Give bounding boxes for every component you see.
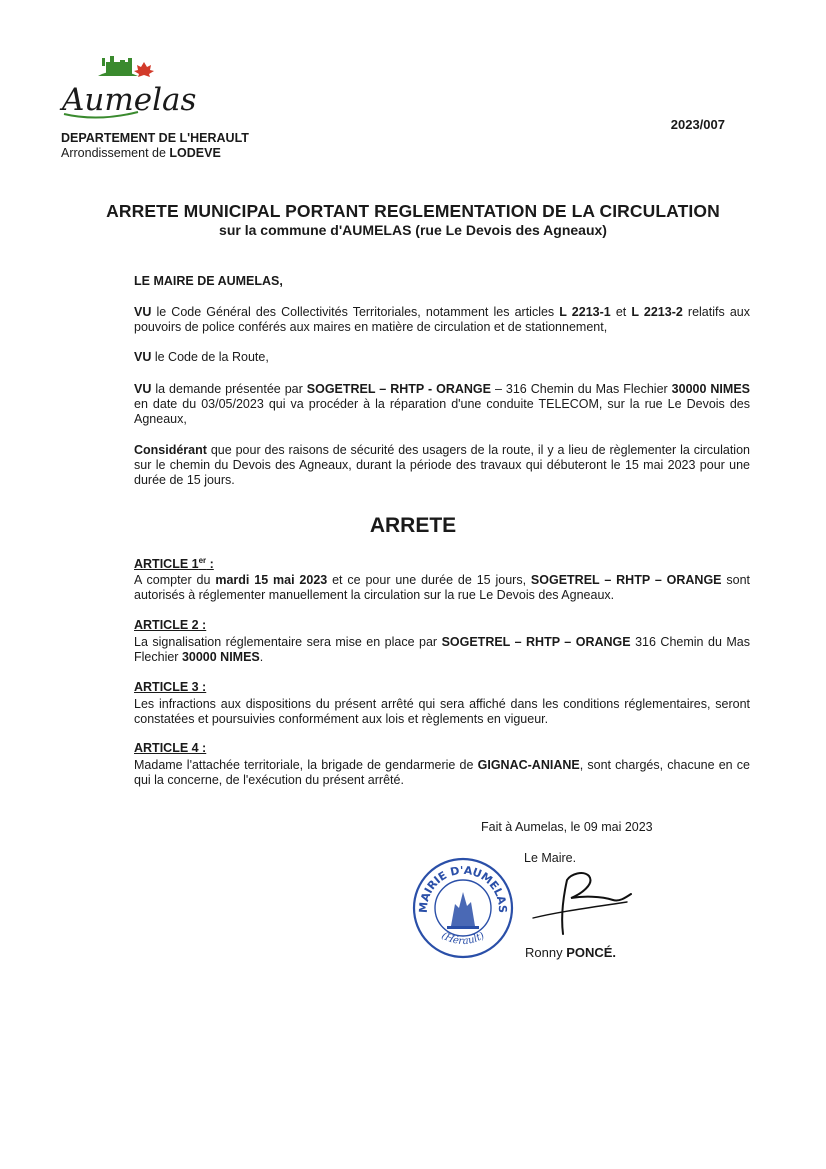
mairie-seal-stamp: [411, 856, 515, 960]
maire-heading: LE MAIRE DE AUMELAS,: [134, 274, 283, 288]
article-2-text: La signalisation réglementaire sera mise en place par SOGETREL – RHTP – ORANGE 316 Chemin du Mas Flechier 30000 NIMES.: [134, 635, 750, 664]
article-4-text: Madame l'attachée territoriale, la brigade de gendarmerie de GIGNAC-ANIANE, sont chargés, chacune en ce qui la concerne, de l'exécution du présent arrêté.: [134, 758, 751, 787]
aumelas-logo: [58, 52, 197, 124]
place-and-date: Fait à Aumelas, le 09 mai 2023: [481, 820, 653, 834]
signatory-title: Le Maire.: [524, 851, 577, 865]
vu-paragraph-demande: VU la demande présentée par SOGETREL – RHTP - ORANGE – 316 Chemin du Mas Flechier 30000 NIMES en date du 03/05/2023 qui va procéder à la réparation d'une conduite TELECOM, sur la rue Le Devois des Agneaux,: [134, 382, 750, 426]
svg-text:(Hérault): (Hérault): [439, 930, 487, 948]
vu-paragraph-code-route: VU le Code de la Route,: [134, 350, 269, 364]
article-1-heading: ARTICLE 1er :: [134, 556, 214, 572]
considerant-paragraph: Considérant que pour des raisons de sécurité des usagers de la route, il y a lieu de règlementer la circulation sur le chemin du Devois des Agneaux, durant la période des travaux qui débuteront le 15 mai 2023 pour une durée de 15 jours.: [134, 443, 750, 487]
svg-text:MAIRIE D'AUMELAS: MAIRIE D'AUMELAS: [416, 863, 510, 914]
article-2-heading: ARTICLE 2 :: [134, 618, 207, 632]
document-title: ARRETE MUNICIPAL PORTANT REGLEMENTATION DE LA CIRCULATION: [106, 201, 720, 221]
arrondissement: Arrondissement de LODEVE: [61, 146, 221, 160]
arrete-heading: ARRETE: [369, 514, 457, 537]
article-1-text: A compter du mardi 15 mai 2023 et ce pour une durée de 15 jours, SOGETREL – RHTP – ORANGE sont autorisés à réglementer manuellement la circulation sur la rue Le Devois des Agneaux.: [134, 573, 751, 602]
document-subtitle: sur la commune d'AUMELAS (rue Le Devois des Agneaux): [219, 222, 607, 238]
reference-number: 2023/007: [670, 117, 725, 132]
article-3-text: Les infractions aux dispositions du présent arrêté qui sera affiché dans les conditions réglementaires, seront constatées et poursuivies conformément aux lois et règlements en vigueur.: [134, 697, 750, 726]
mayor-signature: [527, 868, 637, 940]
article-4-heading: ARTICLE 4 :: [134, 741, 207, 755]
logo-wordmark: Aumelas: [62, 82, 197, 118]
signatory-name: Ronny PONCÉ.: [525, 945, 617, 960]
department-name: DEPARTEMENT DE L'HERAULT: [61, 131, 249, 145]
vu-paragraph-cgct: VU le Code Général des Collectivités Territoriales, notamment les articles L 2213-1 et L 2213-2 relatifs aux pouvoirs de police conférés aux maires en matière de circulation et de stationnement,: [134, 305, 750, 334]
article-3-heading: ARTICLE 3 :: [134, 680, 207, 694]
